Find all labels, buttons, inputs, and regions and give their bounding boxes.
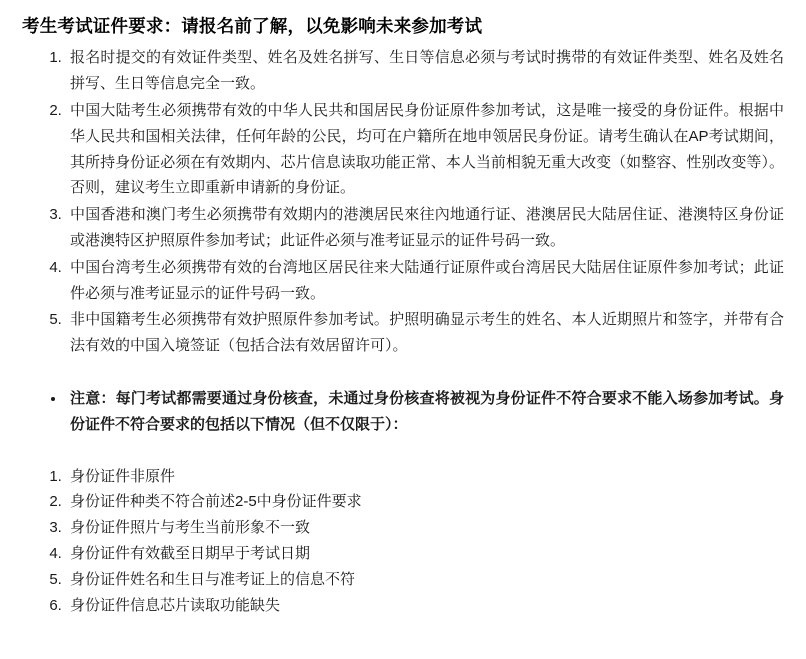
list-item: 1. 报名时提交的有效证件类型、姓名及姓名拼写、生日等信息必须与考试时携带的有效证件类型、姓名及姓名拼写、生日等信息完全一致。 <box>66 45 784 97</box>
list-item: 5. 非中国籍考生必须携带有效护照原件参加考试。护照明确显示考生的姓名、本人近期照片和签字，并带有合法有效的中国入境签证（包括合法有效居留许可）。 <box>66 307 784 359</box>
list-item: 4. 身份证件有效截至日期早于考试日期 <box>66 541 784 567</box>
list-item: 5. 身份证件姓名和生日与准考证上的信息不符 <box>66 567 784 593</box>
note-list <box>22 386 784 438</box>
list-item: 2. 中国大陆考生必须携带有效的中华人民共和国居民身份证原件参加考试，这是唯一接受的身份证件。根据中华人民共和国相关法律，任何年龄的公民，均可在户籍所在地申领居民身份证。请考生确认在AP考试期间，其所持身份证必须在有效期内、芯片信息读取功能正常、本人当前相貌无重大改变（如整容、性别改变等）。否则，建议考生立即重新申请新的身份证。 <box>66 98 784 201</box>
list-item: 6. 身份证件信息芯片读取功能缺失 <box>66 593 784 619</box>
list-item: 2. 身份证件种类不符合前述2-5中身份证件要求 <box>66 489 784 515</box>
list-item: 1. 身份证件非原件 <box>66 464 784 490</box>
list-item: 3. 身份证件照片与考生当前形象不一致 <box>66 515 784 541</box>
page-title: 考生考试证件要求：请报名前了解，以免影响未来参加考试 <box>22 16 483 36</box>
note-item: • 注意：每门考试都需要通过身份核查，未通过身份核查将被视为身份证件不符合要求不能入场参加考试。身份证件不符合要求的包括以下情况（但不仅限于）： <box>66 386 784 438</box>
issues-list <box>22 464 784 619</box>
requirements-list <box>22 45 784 359</box>
spacer <box>22 360 784 386</box>
spacer-2 <box>22 438 784 464</box>
list-item: 4. 中国台湾考生必须携带有效的台湾地区居民往来大陆通行证原件或台湾居民大陆居住证原件参加考试；此证件必须与准考证显示的证件号码一致。 <box>66 255 784 307</box>
list-item: 3. 中国香港和澳门考生必须携带有效期内的港澳居民來往內地通行证、港澳居民大陆居住证、港澳特区身份证或港澳特区护照原件参加考试；此证件必须与准考证显示的证件号码一致。 <box>66 202 784 254</box>
